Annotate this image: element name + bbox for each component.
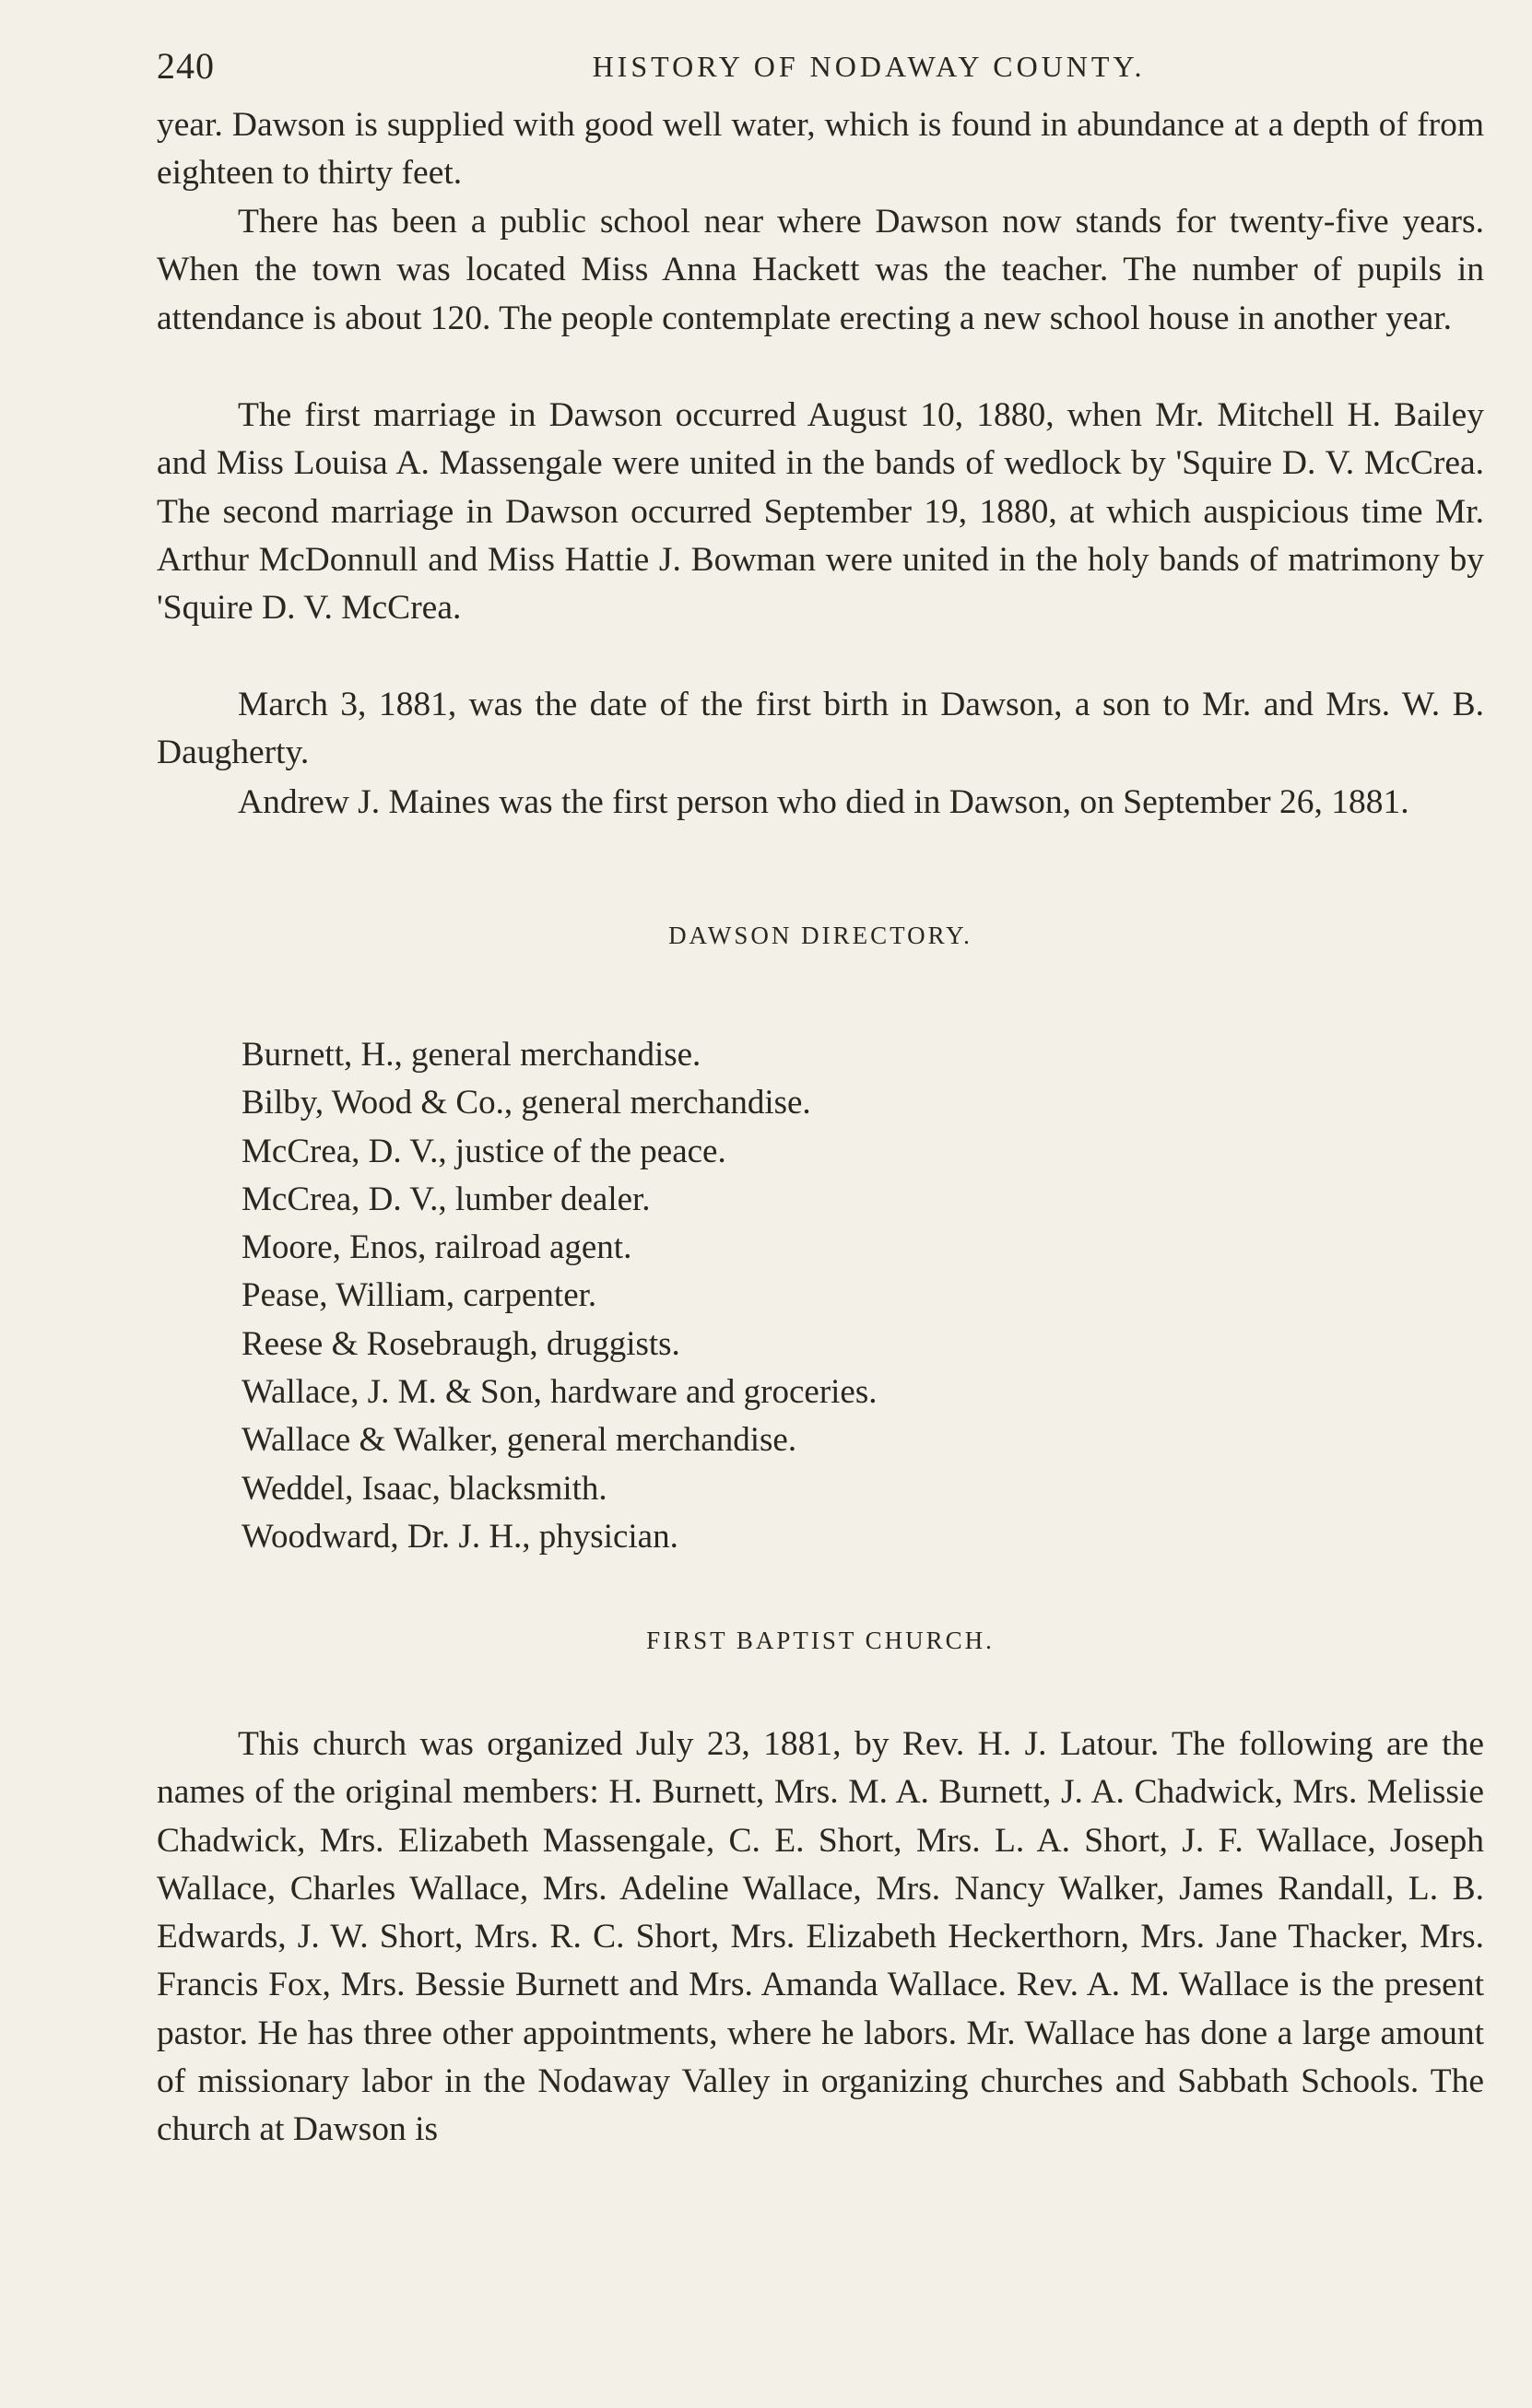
directory-entry: Moore, Enos, railroad agent. [242,1228,632,1267]
directory-entry: Woodward, Dr. J. H., physician. [242,1517,678,1556]
church-heading: FIRST BAPTIST CHURCH. [646,1627,995,1654]
directory-entry: Burnett, H., general merchandise. [242,1036,701,1074]
directory-entry: Wallace & Walker, general merchandise. [242,1421,797,1460]
paragraph-church: This church was organized July 23, 1881, by Rev. H. J. Latour. The following are the names of the original members: H. Burnett, Mrs. M. A. Burnett, J. A. Chadwick, Mrs. Melissie Chadwick, Mrs. Elizabeth Massengale, C. E. Short, Mrs. L. A. Short, J. F. Wallace, Joseph Wallace, Charles Wallace, Mrs. Adeline Wallace, Mrs. Nancy Walker, James Randall, L. B. Edwards, J. W. Short, Mrs. R. C. Short, Mrs. Elizabeth Heckerthorn, Mrs. Jane Thacker, Mrs. Francis Fox, Mrs. Bessie Burnett and Mrs. Amanda Wallace. Rev. A. M. Wallace is the present pastor. He has three other appointments, where he labors. Mr. Wallace has done a large amount of missionary labor in the Nodaway Valley in organizing churches and Sabbath Schools. The church at Dawson is [157,1725,1484,2149]
book-title: HISTORY OF NODAWAY COUNTY. [592,50,1146,83]
directory-entry: Reese & Rosebraugh, druggists. [242,1324,680,1363]
running-head [157,44,1489,90]
paragraph-first-birth: March 3, 1881, was the date of the first birth in Dawson, a son to Mr. and Mrs. W. B. Daugherty. [157,686,1484,772]
directory-entry: McCrea, D. V., lumber dealer. [242,1180,651,1218]
directory-entry: Weddel, Isaac, blacksmith. [242,1469,607,1508]
directory-heading: DAWSON DIRECTORY. [668,922,972,949]
directory-entry: Wallace, J. M. & Son, hardware and groceries. [242,1373,878,1412]
directory-list [242,1031,878,1561]
directory-entry: Bilby, Wood & Co., general merchandise. [242,1084,811,1122]
directory-entry: Pease, William, carpenter. [242,1276,597,1315]
paragraph-first-death: Andrew J. Maines was the first person who died in Dawson, on September 26, 1881. [238,783,1409,821]
page-number: 240 [157,45,215,87]
paragraph-marriages: The first marriage in Dawson occurred August 10, 1880, when Mr. Mitchell H. Bailey and Miss Louisa A. Massengale were united in the bands of wedlock by 'Squire D. V. McCrea. The second marriage in Dawson occurred September 19, 1880, at which auspicious time Mr. Arthur McDonnull and Miss Hattie J. Bowman were united in the holy bands of matrimony by 'Squire D. V. McCrea. [157,396,1484,628]
paragraph-water: year. Dawson is supplied with good well water, which is found in abundance at a depth of from eighteen to thirty feet. [157,106,1484,193]
paragraph-school: There has been a public school near where Dawson now stands for twenty-five years. When the town was located Miss Anna Hackett was the teacher. The number of pupils in attendance is about 120. The people contemplate erecting a new school house in another year. [157,203,1484,337]
directory-entry: McCrea, D. V., justice of the peace. [242,1132,726,1170]
